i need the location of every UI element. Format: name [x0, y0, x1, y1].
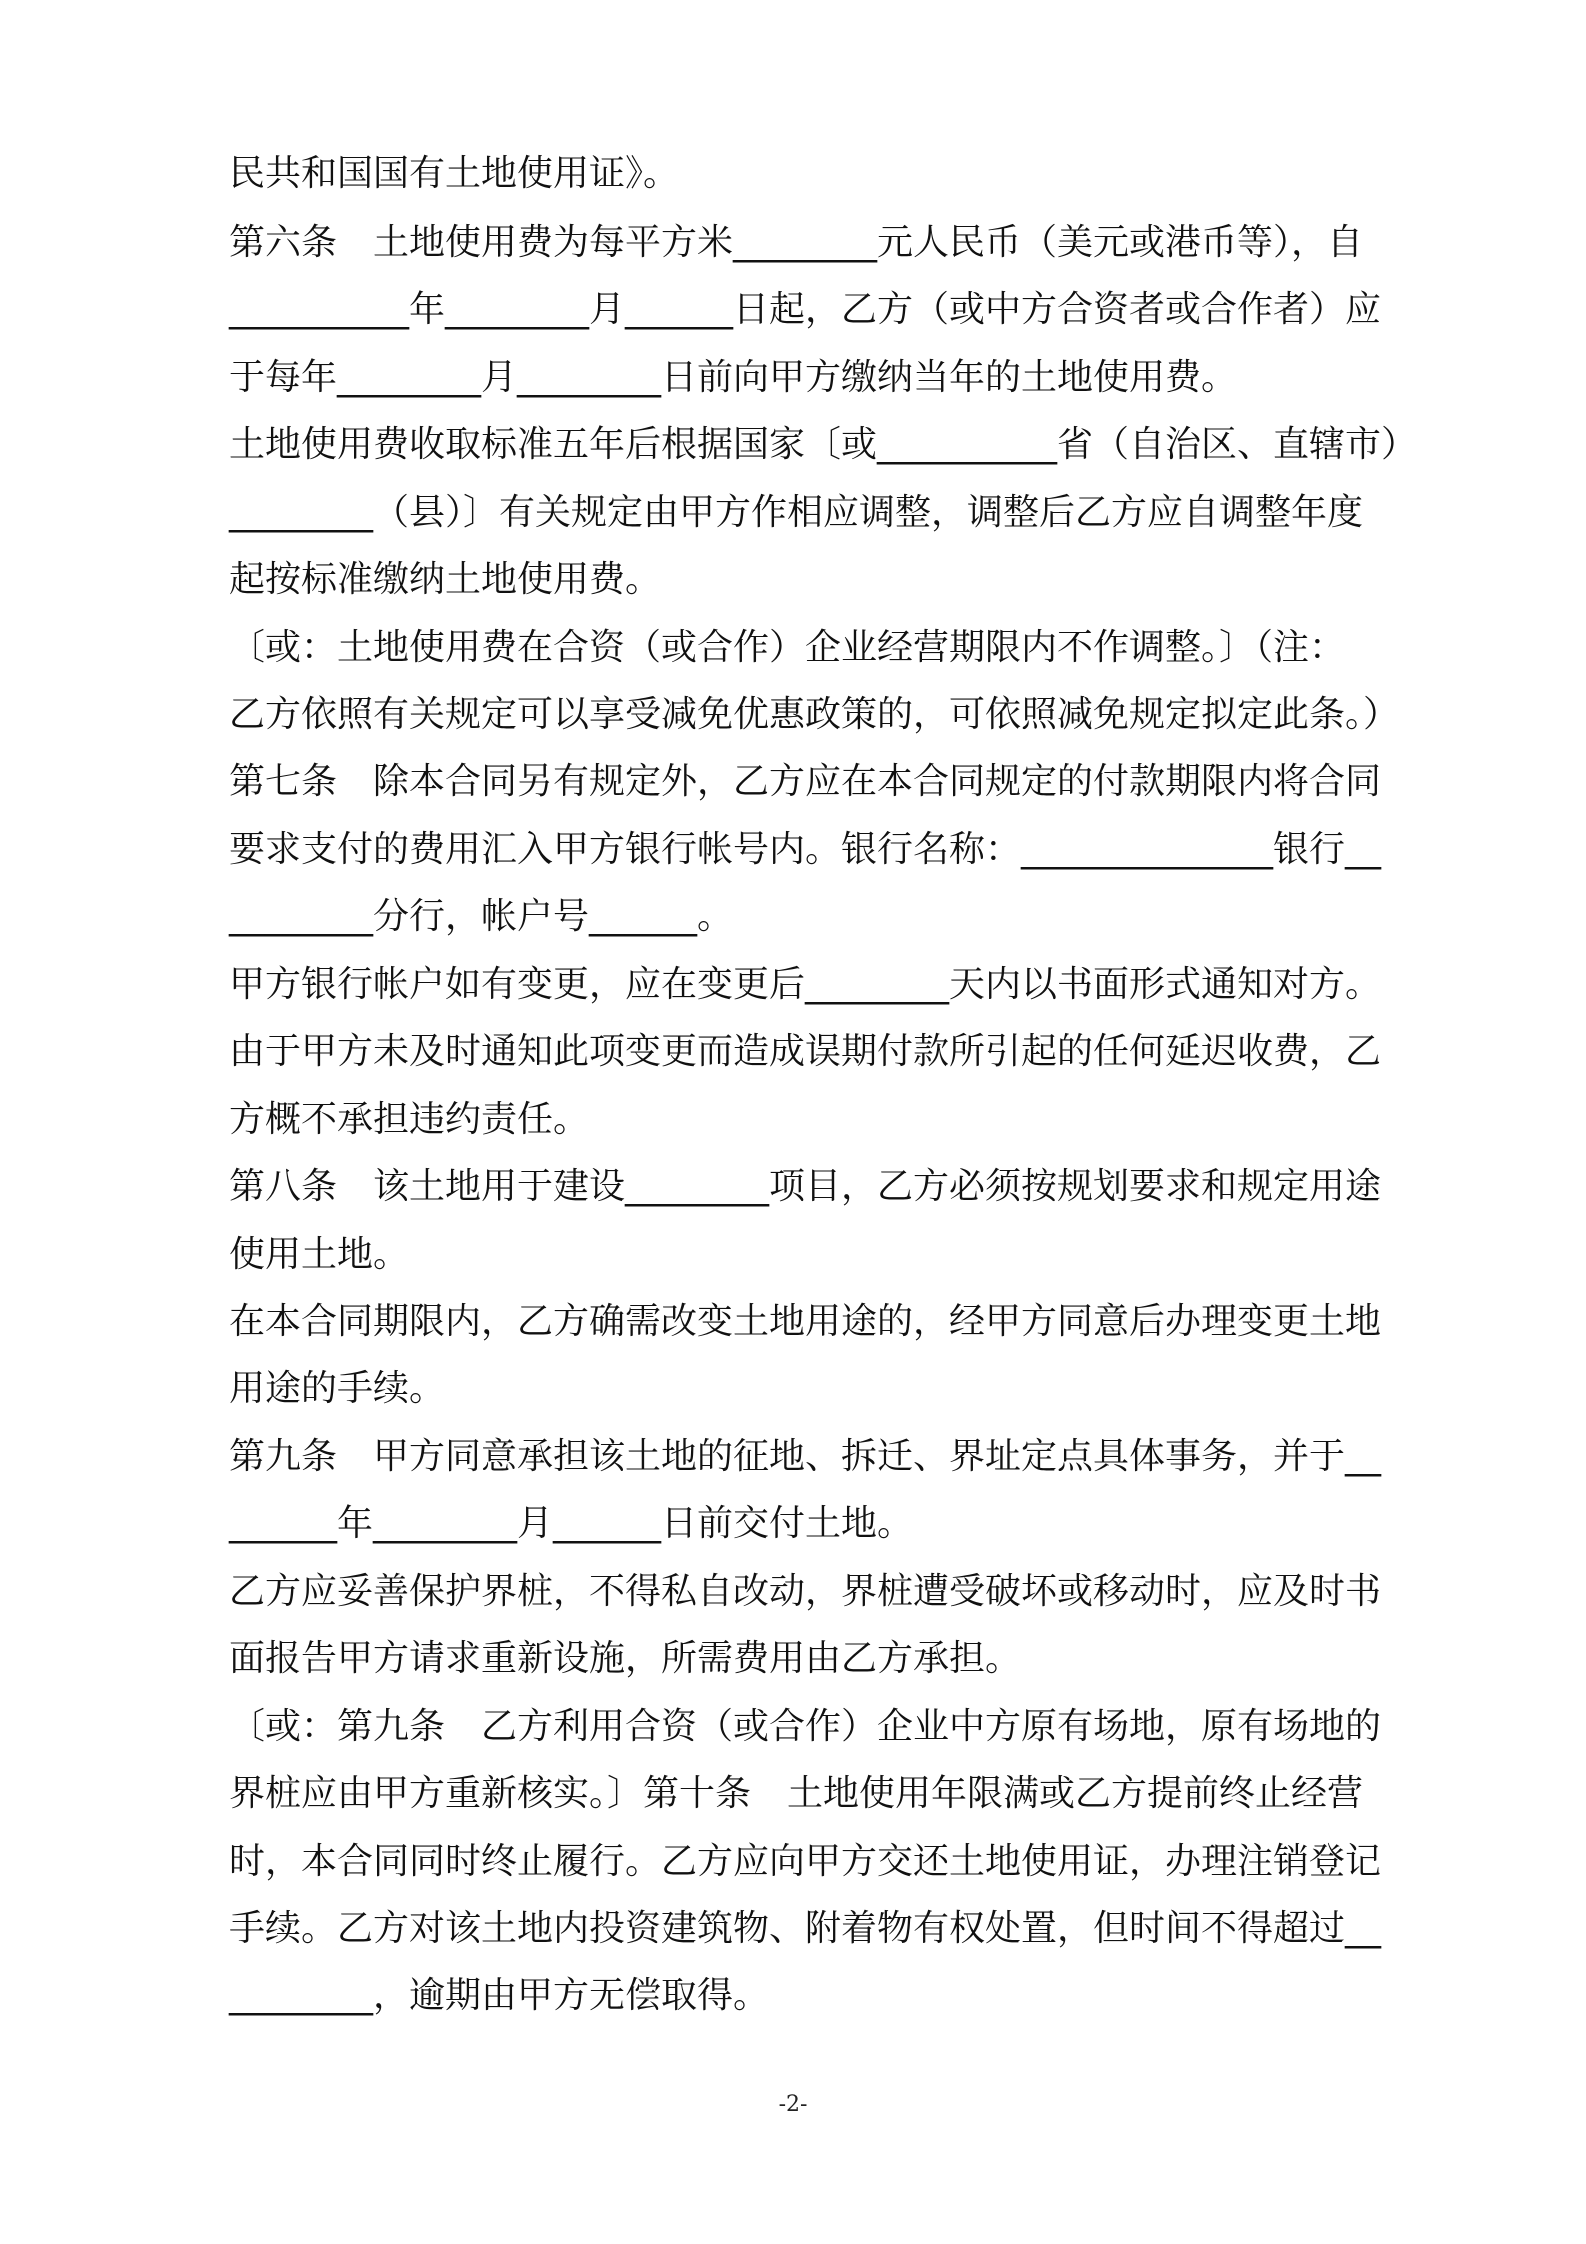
text-line: 民共和国国有土地使用证》。	[229, 153, 680, 194]
text-line: 方概不承担违约责任。	[229, 1099, 590, 1140]
text-line: 起按标准缴纳土地使用费。	[229, 559, 662, 600]
text-line: 第九条 甲方同意承担该土地的征地、拆迁、界址定点具体事务，并于__	[229, 1436, 1382, 1477]
text-line: ________，逾期由甲方无偿取得。	[229, 1975, 770, 2016]
text-line: 土地使用费收取标准五年后根据国家〔或__________省（自治区、直辖市）	[229, 424, 1418, 465]
text-line: 用途的手续。	[229, 1368, 446, 1409]
text-line: 〔或：第九条 乙方利用合资（或合作）企业中方原有场地，原有场地的	[229, 1706, 1382, 1747]
text-line: ________分行，帐户号______。	[229, 896, 734, 937]
text-line: 使用土地。	[229, 1234, 410, 1275]
text-line: 界桩应由甲方重新核实。〕第十条 土地使用年限满或乙方提前终止经营	[229, 1773, 1364, 1814]
text-line: 要求支付的费用汇入甲方银行帐号内。银行名称：______________银行__	[229, 829, 1382, 870]
text-line: 乙方应妥善保护界桩，不得私自改动，界桩遭受破坏或移动时，应及时书	[229, 1571, 1382, 1612]
text-line: 由于甲方未及时通知此项变更而造成误期付款所引起的任何延迟收费，乙	[229, 1031, 1382, 1072]
text-line: 手续。乙方对该土地内投资建筑物、附着物有权处置，但时间不得超过__	[229, 1908, 1382, 1949]
text-line: 〔或：土地使用费在合资（或合作）企业经营期限内不作调整。〕（注：	[229, 627, 1346, 668]
text-line: 面报告甲方请求重新设施，所需费用由乙方承担。	[229, 1638, 1022, 1679]
text-line: 第六条 土地使用费为每平方米________元人民币（美元或港币等），自	[229, 222, 1364, 263]
text-line: ______年________月______日前交付土地。	[229, 1503, 914, 1544]
text-line: 在本合同期限内，乙方确需改变土地用途的，经甲方同意后办理变更土地	[229, 1301, 1382, 1342]
text-line: 第八条 该土地用于建设________项目，乙方必须按规划要求和规定用途	[229, 1166, 1382, 1207]
text-line: 第七条 除本合同另有规定外，乙方应在本合同规定的付款期限内将合同	[229, 761, 1382, 802]
text-line: 于每年________月________日前向甲方缴纳当年的土地使用费。	[229, 357, 1238, 398]
text-line: 乙方依照有关规定可以享受减免优惠政策的，可依照减免规定拟定此条。）	[229, 694, 1400, 735]
page-number: -2-	[778, 2092, 808, 2117]
text-line: ________（县）〕有关规定由甲方作相应调整，调整后乙方应自调整年度	[229, 492, 1364, 533]
text-line: 时，本合同同时终止履行。乙方应向甲方交还土地使用证，办理注销登记	[229, 1841, 1382, 1882]
text-line: 甲方银行帐户如有变更，应在变更后________天内以书面形式通知对方。	[229, 964, 1382, 1005]
text-line: __________年________月______日起，乙方（或中方合资者或合作者）应	[229, 289, 1382, 330]
